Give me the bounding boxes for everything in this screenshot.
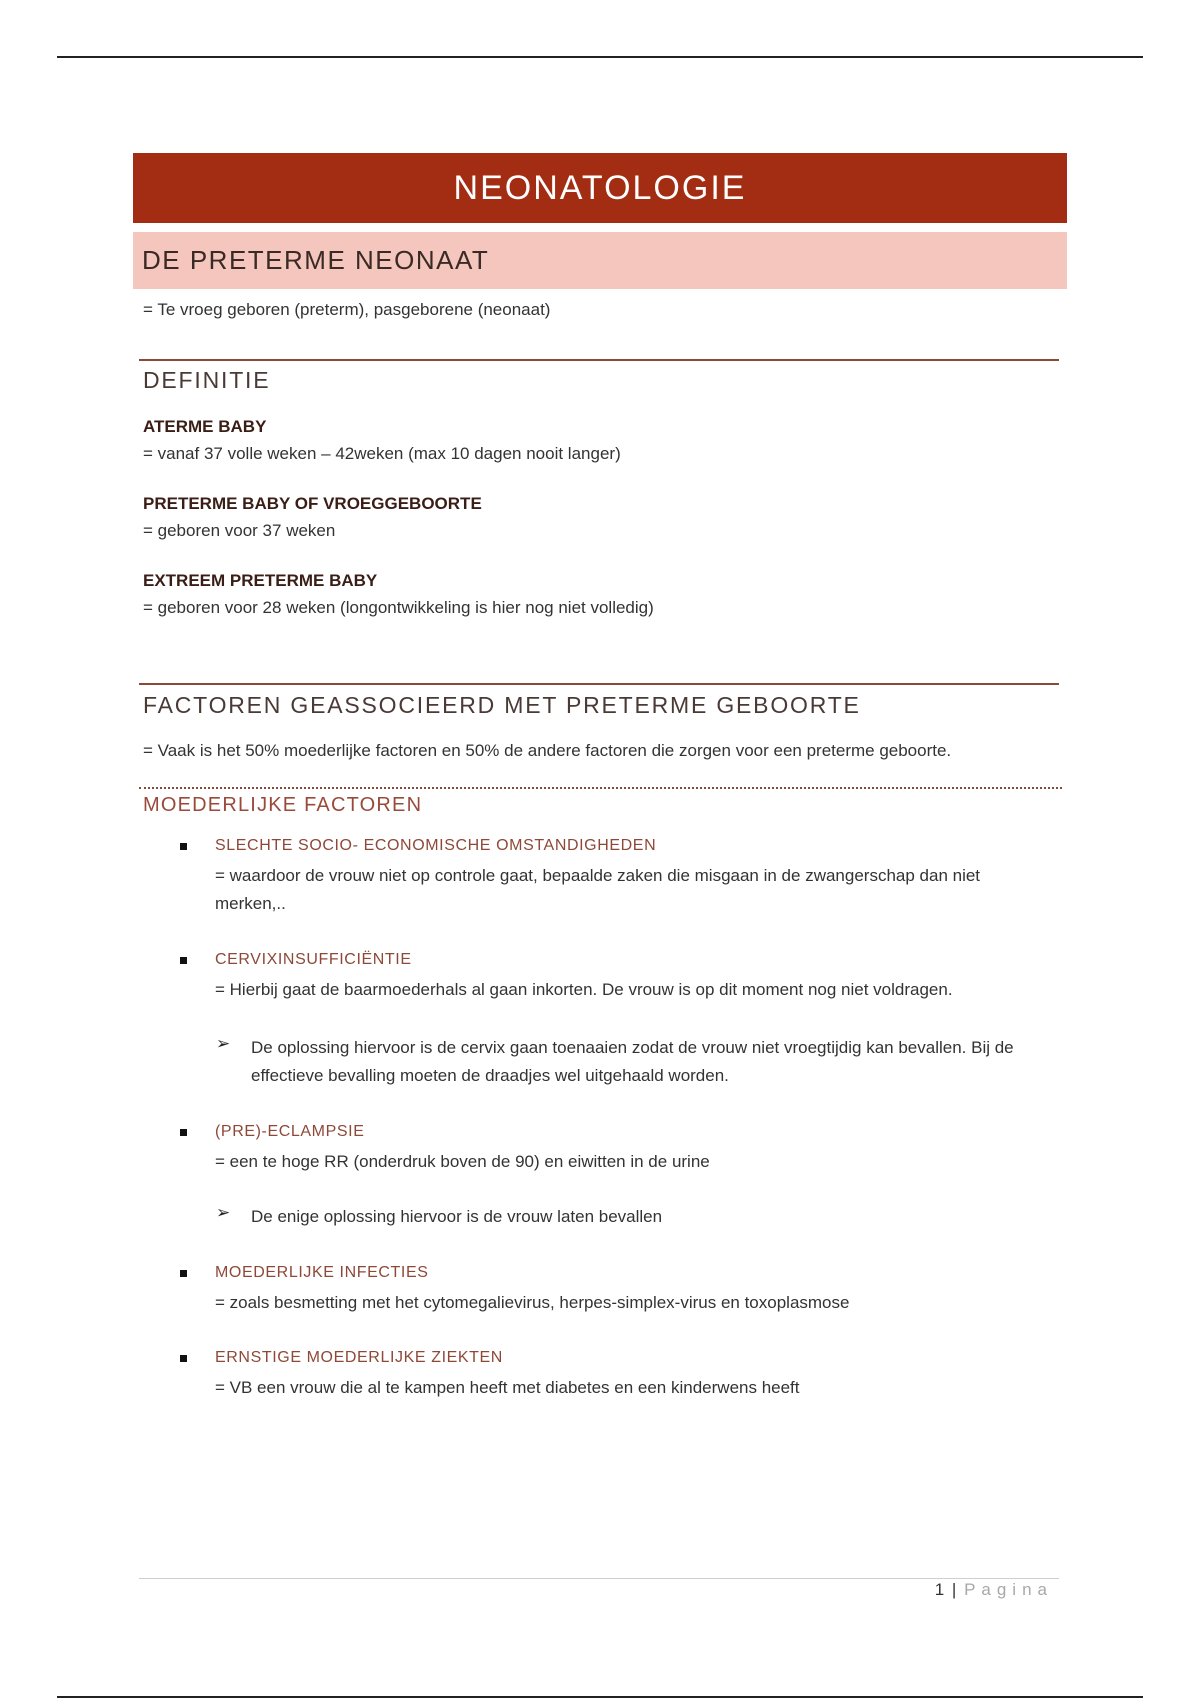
factor-text-cervixinsufficientie: = Hierbij gaat de baarmoederhals al gaan inkorten. De vrouw is op dit moment nog niet voldragen. — [215, 980, 953, 999]
section-title-bar — [133, 232, 1067, 289]
divider-definitie — [139, 359, 1059, 361]
bullet-icon — [180, 1355, 187, 1362]
factor-title-cervixinsufficientie: CERVIXINSUFFICIËNTIE — [215, 951, 412, 968]
factoren-intro: = Vaak is het 50% moederlijke factoren en 50% de andere factoren die zorgen voor een preterme geboorte. — [143, 741, 952, 760]
factor-text-socio-economisch: = waardoor de vrouw niet op controle gaat, bepaalde zaken die misgaan in de zwangerschap dan niet merken,.. — [215, 866, 981, 913]
factor-title-socio-economisch: SLECHTE SOCIO- ECONOMISCHE OMSTANDIGHEDEN — [215, 837, 657, 854]
document-title-bar — [133, 153, 1067, 223]
heading-moederlijke-factoren: MOEDERLIJKE FACTOREN — [143, 794, 423, 816]
bullet-icon — [180, 1270, 187, 1277]
page-top-rule — [57, 56, 1143, 58]
bullet-icon — [180, 843, 187, 850]
arrow-bullet-icon: ➢ — [216, 1203, 231, 1222]
factor-text-moederlijke-infecties: = zoals besmetting met het cytomegalievirus, herpes-simplex-virus en toxoplasmose — [215, 1293, 850, 1312]
page-separator: | — [951, 1580, 957, 1599]
factor-title-moederlijke-infecties: MOEDERLIJKE INFECTIES — [215, 1264, 429, 1281]
factor-sub-cervixinsufficientie: De oplossing hiervoor is de cervix gaan toenaaien zodat de vrouw niet vroegtijdig kan bevallen. Bij de effectieve bevalling moeten de draadjes wel uitgehaald worden. — [251, 1038, 1014, 1085]
definition-extreem-preterme-baby: = geboren voor 28 weken (longontwikkeling is hier nog niet volledig) — [143, 598, 654, 617]
page-label: Pagina — [964, 1580, 1053, 1599]
section-title: DE PRETERME NEONAAT — [142, 245, 490, 275]
term-preterme-baby: PRETERME BABY OF VROEGGEBOORTE — [143, 494, 482, 513]
divider-factoren — [139, 683, 1059, 685]
term-extreem-preterme-baby: EXTREEM PRETERME BABY — [143, 571, 378, 590]
term-aterme-baby: ATERME BABY — [143, 417, 267, 436]
arrow-bullet-icon: ➢ — [216, 1034, 231, 1053]
factor-title-ernstige-ziekten: ERNSTIGE MOEDERLIJKE ZIEKTEN — [215, 1349, 503, 1366]
bullet-icon — [180, 957, 187, 964]
bullet-icon — [180, 1129, 187, 1136]
factor-text-ernstige-ziekten: = VB een vrouw die al te kampen heeft met diabetes en een kinderwens heeft — [215, 1378, 800, 1397]
footer-rule — [139, 1578, 1059, 1579]
page-bottom-rule — [57, 1696, 1143, 1698]
factor-title-pre-eclampsie: (PRE)-ECLAMPSIE — [215, 1123, 365, 1140]
page-footer — [900, 1580, 1053, 1600]
factor-text-pre-eclampsie: = een te hoge RR (onderdruk boven de 90) en eiwitten in de urine — [215, 1152, 710, 1171]
definition-preterme-baby: = geboren voor 37 weken — [143, 521, 336, 540]
heading-definitie: DEFINITIE — [143, 367, 271, 393]
page-number: 1 — [934, 1580, 945, 1599]
definition-aterme-baby: = vanaf 37 volle weken – 42weken (max 10 dagen nooit langer) — [143, 444, 621, 463]
heading-factoren: FACTOREN GEASSOCIEERD MET PRETERME GEBOORTE — [143, 692, 861, 718]
divider-moederlijke-factoren — [139, 787, 1062, 789]
intro-text: = Te vroeg geboren (preterm), pasgeborene (neonaat) — [143, 300, 551, 319]
factor-sub-pre-eclampsie: De enige oplossing hiervoor is de vrouw laten bevallen — [251, 1207, 663, 1226]
document-title: NEONATOLOGIE — [453, 168, 747, 207]
